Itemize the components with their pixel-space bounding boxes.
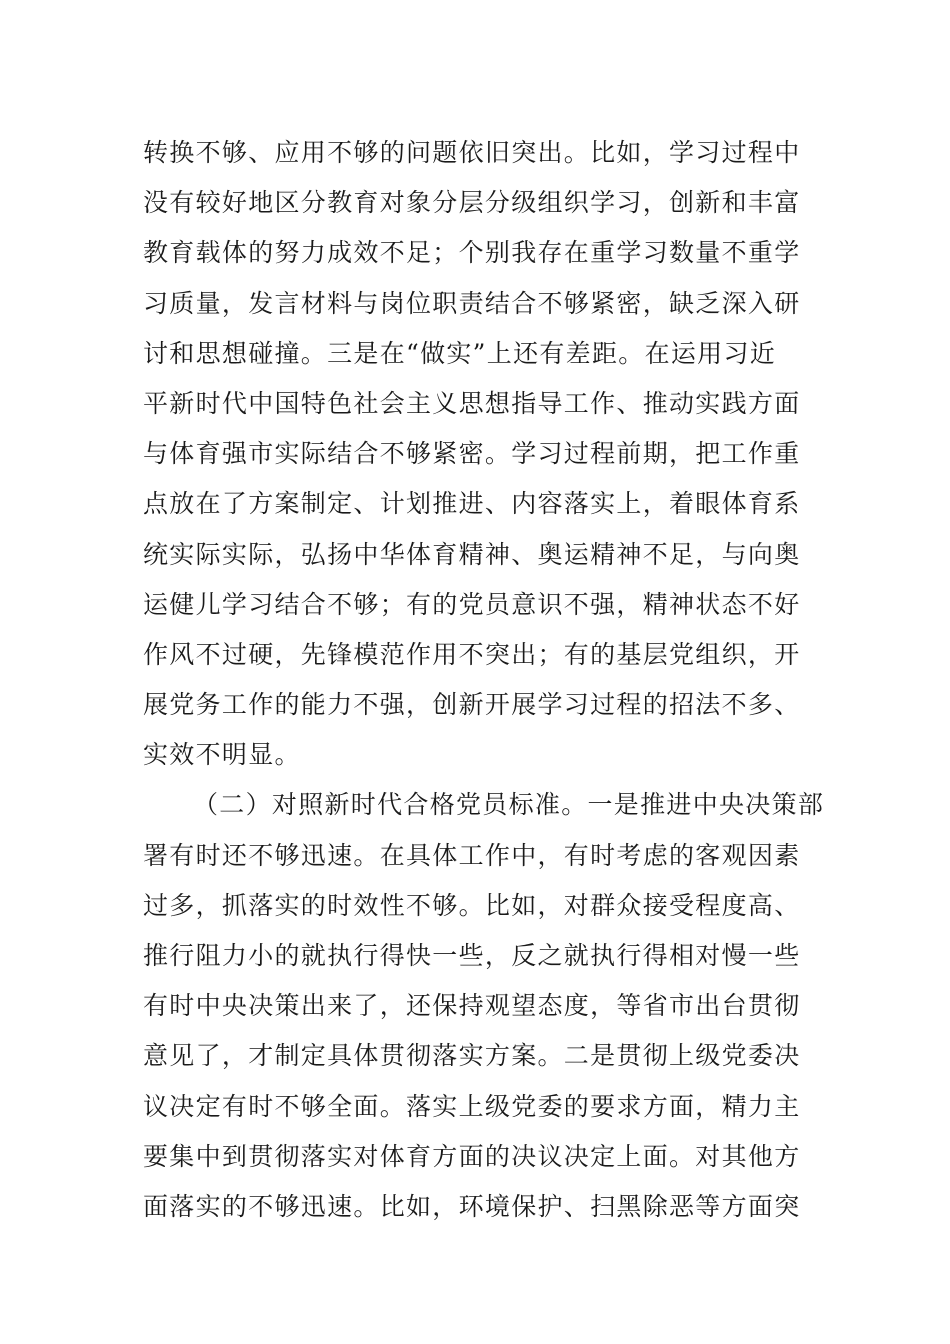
- text-line: 面落实的不够迅速。比如，环境保护、扫黑除恶等方面突: [143, 1191, 801, 1221]
- text-line: 过多，抓落实的时效性不够。比如，对群众接受程度高、: [143, 890, 801, 920]
- text-line: 要集中到贯彻落实对体育方面的决议决定上面。对其他方: [143, 1141, 801, 1171]
- text-line: 教育载体的努力成效不足；个别我存在重学习数量不重学: [143, 238, 801, 268]
- text-line: 议决定有时不够全面。落实上级党委的要求方面，精力主: [143, 1091, 801, 1121]
- text-line: 署有时还不够迅速。在具体工作中，有时考虑的客观因素: [143, 840, 801, 870]
- text-line: 推行阻力小的就执行得快一些，反之就执行得相对慢一些: [143, 941, 801, 970]
- text-line: 与体育强市实际结合不够紧密。学习过程前期，把工作重: [143, 439, 801, 469]
- text-line: 平新时代中国特色社会主义思想指导工作、推动实践方面: [143, 388, 801, 418]
- section-heading-line: （二）对照新时代合格党员标准。一是推进中央决策部: [193, 790, 825, 820]
- text-line: 转换不够、应用不够的问题依旧突出。比如，学习过程中: [143, 138, 801, 167]
- text-line: 点放在了方案制定、计划推进、内容落实上，着眼体育系: [143, 489, 801, 519]
- text-line: 实效不明显。: [143, 740, 301, 770]
- text-line: 作风不过硬，先锋模范作用不突出；有的基层党组织，开: [143, 639, 801, 669]
- text-line: 意见了，才制定具体贯彻落实方案。二是贯彻上级党委决: [143, 1041, 801, 1071]
- text-line: 习质量，发言材料与岗位职责结合不够紧密，缺乏深入研: [143, 288, 801, 318]
- text-line: 统实际实际，弘扬中华体育精神、奥运精神不足，与向奥: [143, 539, 801, 569]
- text-line: 运健儿学习结合不够；有的党员意识不强，精神状态不好: [143, 589, 801, 619]
- text-line: 有时中央决策出来了，还保持观望态度，等省市出台贯彻: [143, 991, 801, 1021]
- text-line: 展党务工作的能力不强，创新开展学习过程的招法不多、: [143, 690, 801, 720]
- text-line: 讨和思想碰撞。三是在“做实”上还有差距。在运用习近: [143, 338, 777, 368]
- text-line: 没有较好地区分教育对象分层分级组织学习，创新和丰富: [143, 188, 801, 218]
- document-body: [143, 128, 825, 1232]
